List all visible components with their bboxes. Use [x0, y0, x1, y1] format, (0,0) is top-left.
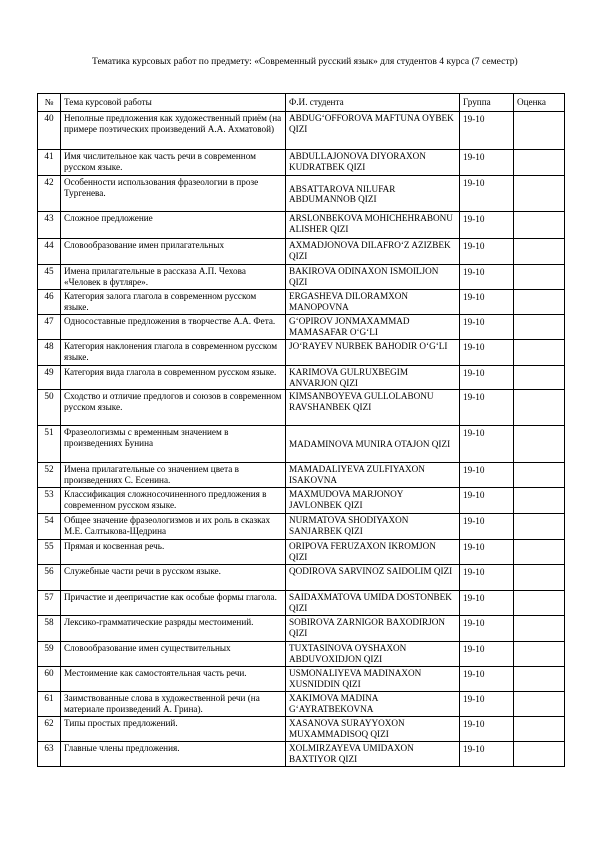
row-student: JO‘RAYEV NURBEK BAHODIR O‘G‘LI: [286, 340, 460, 366]
table-row: [38, 616, 565, 642]
row-topic: Классификация сложносочиненного предложения в современном русском языке.: [61, 488, 286, 514]
table-row: [38, 540, 565, 565]
row-student: TUXTASINOVA OYSHAXON ABDUVOXIDJON QIZI: [286, 642, 460, 667]
row-group: 19-10: [460, 514, 514, 540]
table-row: [38, 488, 565, 514]
row-number: 57: [38, 591, 61, 616]
row-student: MADAMINOVA MUNIRA OTAJON QIZI: [286, 426, 460, 463]
row-topic: Неполные предложения как художественный приём (на примере поэтических произведений А.А. Ахматовой): [61, 112, 286, 150]
row-group: 19-10: [460, 591, 514, 616]
row-grade: [514, 514, 565, 540]
row-group: 19-10: [460, 390, 514, 426]
row-grade: [514, 565, 565, 591]
row-number: 40: [38, 112, 61, 150]
row-grade: [514, 315, 565, 340]
table-row: [38, 366, 565, 390]
row-grade: [514, 112, 565, 150]
header-topic: Тема курсовой работы: [61, 94, 286, 112]
row-group: 19-10: [460, 463, 514, 488]
row-number: 41: [38, 150, 61, 176]
row-group: 19-10: [460, 340, 514, 366]
row-number: 45: [38, 265, 61, 290]
header-grade: Оценка: [514, 94, 565, 112]
row-student: ABDULLAJONOVA DIYORAXON KUDRATBEK QIZI: [286, 150, 460, 176]
table-row: [38, 667, 565, 692]
row-group: 19-10: [460, 692, 514, 717]
row-grade: [514, 212, 565, 239]
table-row: [38, 390, 565, 426]
row-number: 63: [38, 742, 61, 767]
row-grade: [514, 488, 565, 514]
row-group: 19-10: [460, 112, 514, 150]
row-topic: Имена прилагательные со значением цвета в произведениях С. Есенина.: [61, 463, 286, 488]
row-grade: [514, 540, 565, 565]
table-header-row: [38, 94, 565, 112]
table-row: [38, 692, 565, 717]
row-grade: [514, 366, 565, 390]
table-row: [38, 514, 565, 540]
table-row: [38, 176, 565, 212]
row-topic: Сложное предложение: [61, 212, 286, 239]
row-number: 47: [38, 315, 61, 340]
row-group: 19-10: [460, 290, 514, 315]
row-grade: [514, 265, 565, 290]
row-number: 43: [38, 212, 61, 239]
row-group: 19-10: [460, 176, 514, 212]
header-group: Группа: [460, 94, 514, 112]
row-topic: Типы простых предложений.: [61, 717, 286, 742]
row-topic: Местоимение как самостоятельная часть речи.: [61, 667, 286, 692]
row-number: 51: [38, 426, 61, 463]
row-group: 19-10: [460, 742, 514, 767]
row-grade: [514, 642, 565, 667]
table-row: [38, 463, 565, 488]
coursework-table: [37, 93, 565, 767]
row-student: KARIMOVA GULRUXBEGIM ANVARJON QIZI: [286, 366, 460, 390]
table-row: [38, 212, 565, 239]
row-student: SAIDAXMATOVA UMIDA DOSTONBEK QIZI: [286, 591, 460, 616]
table-row: [38, 642, 565, 667]
row-topic: Словообразование имен прилагательных: [61, 239, 286, 265]
table-row: [38, 717, 565, 742]
row-topic: Имя числительное как часть речи в современном русском языке.: [61, 150, 286, 176]
row-grade: [514, 290, 565, 315]
row-number: 60: [38, 667, 61, 692]
row-student: ABSATTAROVA NILUFAR ABDUMANNOB QIZI: [286, 176, 460, 212]
row-topic: Односоставные предложения в творчестве А.А. Фета.: [61, 315, 286, 340]
row-grade: [514, 426, 565, 463]
row-student: XAKIMOVA MADINA G‘AYRATBEKOVNA: [286, 692, 460, 717]
row-student: USMONALIYEVA MADINAXON XUSNIDDIN QIZI: [286, 667, 460, 692]
table-row: [38, 340, 565, 366]
row-group: 19-10: [460, 540, 514, 565]
row-group: 19-10: [460, 565, 514, 591]
row-group: 19-10: [460, 488, 514, 514]
row-group: 19-10: [460, 315, 514, 340]
row-group: 19-10: [460, 717, 514, 742]
row-topic: Категория наклонения глагола в современном русском языке.: [61, 340, 286, 366]
row-student: BAKIROVA ODINAXON ISMOILJON QIZI: [286, 265, 460, 290]
row-number: 58: [38, 616, 61, 642]
row-topic: Причастие и деепричастие как особые формы глагола.: [61, 591, 286, 616]
table-row: [38, 112, 565, 150]
row-topic: Служебные части речи в русском языке.: [61, 565, 286, 591]
row-student: ERGASHEVA DILORAMXON MANOPOVNA: [286, 290, 460, 315]
table-row: [38, 239, 565, 265]
row-group: 19-10: [460, 667, 514, 692]
row-topic: Общее значение фразеологизмов и их роль в сказках М.Е. Салтыкова-Щедрина: [61, 514, 286, 540]
row-topic: Словообразование имен существительных: [61, 642, 286, 667]
header-student: Ф.И. студента: [286, 94, 460, 112]
row-grade: [514, 742, 565, 767]
row-student: G‘OPIROV JONMAXAMMAD MAMASAFAR O‘G‘LI: [286, 315, 460, 340]
row-student: MAMADALIYEVA ZULFIYAXON ISAKOVNA: [286, 463, 460, 488]
table-body: [38, 112, 565, 767]
row-topic: Главные члены предложения.: [61, 742, 286, 767]
row-group: 19-10: [460, 642, 514, 667]
row-student: KIMSANBOYEVA GULLOLABONU RAVSHANBEK QIZI: [286, 390, 460, 426]
row-grade: [514, 717, 565, 742]
row-group: 19-10: [460, 212, 514, 239]
row-number: 53: [38, 488, 61, 514]
row-student: SOBIROVA ZARNIGOR BAXODIRJON QIZI: [286, 616, 460, 642]
row-number: 59: [38, 642, 61, 667]
row-group: 19-10: [460, 366, 514, 390]
row-student: MAXMUDOVA MARJONOY JAVLONBEK QIZI: [286, 488, 460, 514]
table-row: [38, 426, 565, 463]
table-row: [38, 150, 565, 176]
row-grade: [514, 150, 565, 176]
row-number: 56: [38, 565, 61, 591]
row-number: 54: [38, 514, 61, 540]
row-grade: [514, 463, 565, 488]
row-topic: Особенности использования фразеологии в прозе Тургенева.: [61, 176, 286, 212]
row-number: 49: [38, 366, 61, 390]
row-topic: Лексико-грамматические разряды местоимений.: [61, 616, 286, 642]
row-topic: Прямая и косвенная речь.: [61, 540, 286, 565]
header-number: №: [38, 94, 61, 112]
row-topic: Фразеологизмы с временным значением в произведениях Бунина: [61, 426, 286, 463]
row-number: 42: [38, 176, 61, 212]
row-number: 55: [38, 540, 61, 565]
row-grade: [514, 340, 565, 366]
table-row: [38, 742, 565, 767]
table-row: [38, 565, 565, 591]
row-topic: Категория залога глагола в современном русском языке.: [61, 290, 286, 315]
row-number: 52: [38, 463, 61, 488]
row-group: 19-10: [460, 265, 514, 290]
row-student: ARSLONBEKOVA MOHICHEHRABONU ALISHER QIZI: [286, 212, 460, 239]
row-grade: [514, 591, 565, 616]
row-grade: [514, 390, 565, 426]
row-grade: [514, 692, 565, 717]
row-topic: Имена прилагательные в рассказа А.П. Чехова «Человек в футляре».: [61, 265, 286, 290]
row-grade: [514, 239, 565, 265]
row-student: QODIROVA SARVINOZ SAIDOLIM QIZI: [286, 565, 460, 591]
row-grade: [514, 616, 565, 642]
row-group: 19-10: [460, 150, 514, 176]
row-topic: Заимствованные слова в художественной речи (на материале произведений А. Грина).: [61, 692, 286, 717]
page-heading: Тематика курсовых работ по предмету: «Современный русский язык» для студентов 4 курса (7 семестр): [92, 56, 518, 67]
table-row: [38, 315, 565, 340]
row-topic: Сходство и отличие предлогов и союзов в современном русском языке.: [61, 390, 286, 426]
row-number: 46: [38, 290, 61, 315]
row-group: 19-10: [460, 239, 514, 265]
table-row: [38, 591, 565, 616]
row-student: NURMATOVA SHODIYAXON SANJARBEK QIZI: [286, 514, 460, 540]
row-number: 62: [38, 717, 61, 742]
row-grade: [514, 176, 565, 212]
row-student: ABDUG‘OFFOROVA MAFTUNA OYBEK QIZI: [286, 112, 460, 150]
row-number: 44: [38, 239, 61, 265]
row-group: 19-10: [460, 616, 514, 642]
table-row: [38, 265, 565, 290]
row-number: 50: [38, 390, 61, 426]
table-row: [38, 290, 565, 315]
row-group: 19-10: [460, 426, 514, 463]
row-grade: [514, 667, 565, 692]
row-topic: Категория вида глагола в современном русском языке.: [61, 366, 286, 390]
row-student: ORIPOVA FERUZAXON IKROMJON QIZI: [286, 540, 460, 565]
row-student: XOLMIRZAYEVA UMIDAXON BAXTIYOR QIZI: [286, 742, 460, 767]
row-number: 61: [38, 692, 61, 717]
row-student: AXMADJONOVA DILAFRO‘Z AZIZBEK QIZI: [286, 239, 460, 265]
row-student: XASANOVA SURAYYOXON MUXAMMADISOQ QIZI: [286, 717, 460, 742]
row-number: 48: [38, 340, 61, 366]
